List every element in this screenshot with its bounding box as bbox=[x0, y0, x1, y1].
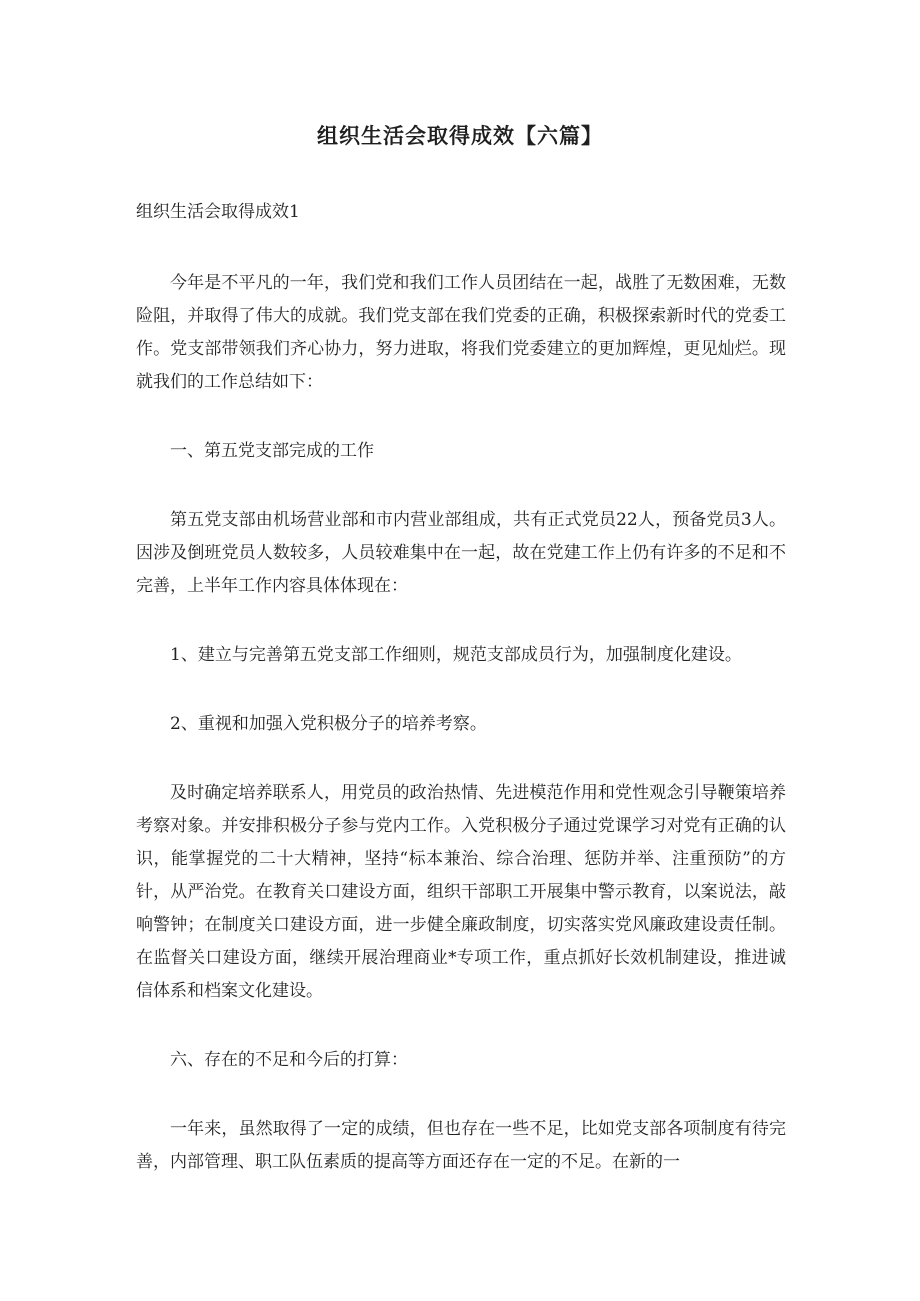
list-item-1: 1、建立与完善第五党支部工作细则，规范支部成员行为，加强制度化建设。 bbox=[170, 645, 742, 665]
paragraph-shortcomings: 一年来，虽然取得了一定的成绩，但也存在一些不足，比如党支部各项制度有待完善，内部管理、职工队伍素质的提高等方面还存在一定的不足。在新的一 bbox=[136, 1119, 786, 1172]
document-title: 组织生活会取得成效【六篇】 bbox=[317, 124, 603, 148]
heading-shortcomings: 六、存在的不足和今后的打算： bbox=[170, 1050, 408, 1070]
heading-completed-work: 一、第五党支部完成的工作 bbox=[170, 441, 374, 461]
list-item-2: 2、重视和加强入党积极分子的培养考察。 bbox=[170, 714, 487, 734]
paragraph-intro: 今年是不平凡的一年，我们党和我们工作人员团结在一起，战胜了无数困难，无数险阻，并取得了伟大的成就。我们党支部在我们党委的正确，积极探索新时代的党委工作。党支部带领我们齐心协力，努力进取，将我们党委建立的更加辉煌，更见灿烂。现就我们的工作总结如下： bbox=[136, 273, 786, 392]
document-body bbox=[136, 196, 786, 1215]
section-heading: 组织生活会取得成效1 bbox=[136, 202, 300, 222]
paragraph-training: 及时确定培养联系人，用党员的政治热情、先进模范作用和党性观念引导鞭策培养考察对象。并安排积极分子参与党内工作。入党积极分子通过党课学习对党有正确的认识，能掌握党的二十大精神，坚持“标本兼治、综合治理、惩防并举、注重预防”的方针，从严治党。在教育关口建设方面，组织干部职工开展集中警示教育，以案说法，敲响警钟；在制度关口建设方面，进一步健全廉政制度，切实落实党风廉政建设责任制。在监督关口建设方面，继续开展治理商业*专项工作，重点抓好长效机制建设，推进诚信体系和档案文化建设。 bbox=[136, 783, 786, 1001]
paragraph-branch-info: 第五党支部由机场营业部和市内营业部组成，共有正式党员22人，预备党员3人。因涉及倒班党员人数较多，人员较难集中在一起，故在党建工作上仍有许多的不足和不完善，上半年工作内容具体体现在： bbox=[136, 510, 786, 596]
